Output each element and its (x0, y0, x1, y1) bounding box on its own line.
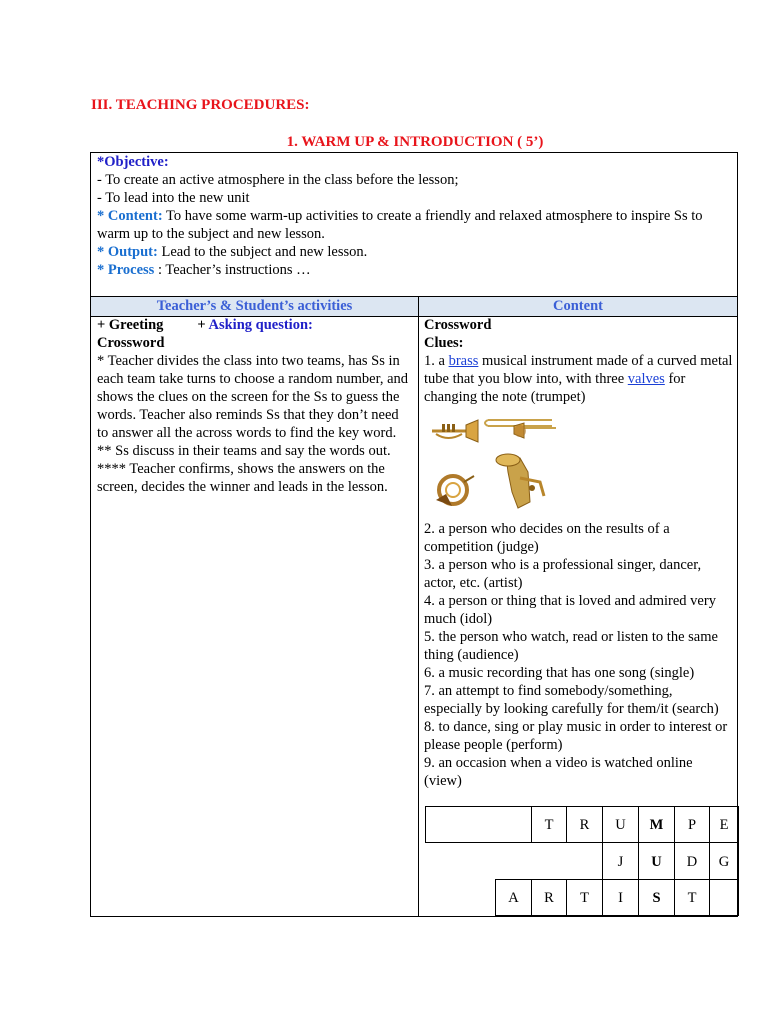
process-label: * Process (97, 262, 155, 278)
clue-5: 5. the person who watch, read or listen to the same thing (audience) (424, 629, 718, 663)
section-title: III. TEACHING PROCEDURES: (91, 97, 310, 113)
french-horn-image (436, 476, 474, 506)
crossword-key-cell: S (638, 879, 675, 916)
valves-link[interactable]: valves (627, 371, 665, 387)
clue-4: 4. a person or thing that is loved and admired very much (idol) (424, 593, 716, 627)
content-column (424, 316, 734, 406)
crossword-cell: G (709, 842, 739, 880)
output-label: * Output: (97, 244, 158, 260)
column-divider (418, 296, 419, 916)
clue-6: 6. a music recording that has one song (single) (424, 665, 695, 681)
crossword-cell: R (531, 879, 567, 916)
crossword-key-cell: M (638, 806, 675, 843)
clue-9: 9. an occasion when a video is watched online (view) (424, 755, 693, 789)
crossword-cell: R (566, 806, 603, 843)
clue-1 (424, 352, 734, 406)
crossword-cell: U (602, 806, 639, 843)
activity-step-2: ** Ss discuss in their teams and say the words out. (97, 443, 391, 459)
clue-7: 7. an attempt to find somebody/something, especially by looking carefully for them/it (search) (424, 683, 719, 717)
asking-plus: + (197, 317, 209, 333)
brass-link[interactable]: brass (448, 353, 479, 369)
objective-line-2: - To lead into the new unit (97, 190, 250, 206)
process-text: : Teacher’s instructions … (154, 262, 311, 278)
activities-column (97, 316, 411, 496)
table-header-row (91, 296, 737, 317)
header-activities: Teacher’s & Student’s activities (156, 298, 353, 314)
asking-colon: : (308, 317, 313, 333)
tuba-image (496, 454, 544, 508)
clue-1-part-b: musical instrument made of a curved metal tube that you blow into, with three (424, 353, 733, 387)
output-text: Lead to the subject and new lesson. (157, 244, 368, 260)
content-text: To have some warm-up activities to create a friendly and relaxed atmosphere to inspire Ss to warm up to the subject and new lesson. (97, 208, 703, 242)
crossword-cell: T (531, 806, 567, 843)
header-content: Content (553, 298, 603, 314)
crossword-blank-cell (425, 806, 532, 843)
activity-step-1: * Teacher divides the class into two teams, has Ss in each team take turns to choose a random number, and shows the clues on the screen for the Ss to guess the words. Teacher also reminds Ss that they don’t need to answer all the across words to find the key word. (97, 353, 409, 441)
clues-label: Clues: (424, 335, 464, 351)
crossword-cell: D (674, 842, 710, 880)
trombone-image (485, 420, 556, 438)
clue-8: 8. to dance, sing or play music in order to interest or please people (perform) (424, 719, 728, 753)
objective-block (97, 153, 733, 279)
crossword-cell: J (602, 842, 639, 880)
crossword-cell: A (495, 879, 532, 916)
crossword-cell: I (602, 879, 639, 916)
clue-1-part-c: for changing the note (trumpet) (424, 371, 686, 405)
objective-line-1: - To create an active atmosphere in the class before the lesson; (97, 172, 459, 188)
crossword-cell: T (566, 879, 603, 916)
asking-question-label: Asking question (208, 317, 309, 333)
crossword-key-cell: U (638, 842, 675, 880)
crossword-title: Crossword (424, 317, 492, 333)
clue-1-part-a: 1. a (424, 353, 449, 369)
crossword-blank-cell (709, 879, 739, 916)
crossword-cell: P (674, 806, 710, 843)
clue-3: 3. a person who is a professional singer, dancer, actor, etc. (artist) (424, 557, 702, 591)
clues-list (424, 520, 734, 790)
crossword-label-left: Crossword (97, 335, 165, 351)
content-label: * Content: (97, 208, 163, 224)
instrument-images (428, 412, 568, 512)
clue-2: 2. a person who decides on the results of a competition (judge) (424, 521, 670, 555)
greeting-label: + Greeting (97, 317, 164, 333)
subsection-title: 1. WARM UP & INTRODUCTION ( 5’) (286, 134, 544, 150)
objective-label: *Objective: (97, 154, 169, 170)
trumpet-image (432, 420, 478, 442)
activity-step-3: **** Teacher confirms, shows the answers on the screen, decides the winner and leads in the lesson. (97, 461, 388, 495)
crossword-cell: T (674, 879, 710, 916)
crossword-cell: E (709, 806, 739, 843)
